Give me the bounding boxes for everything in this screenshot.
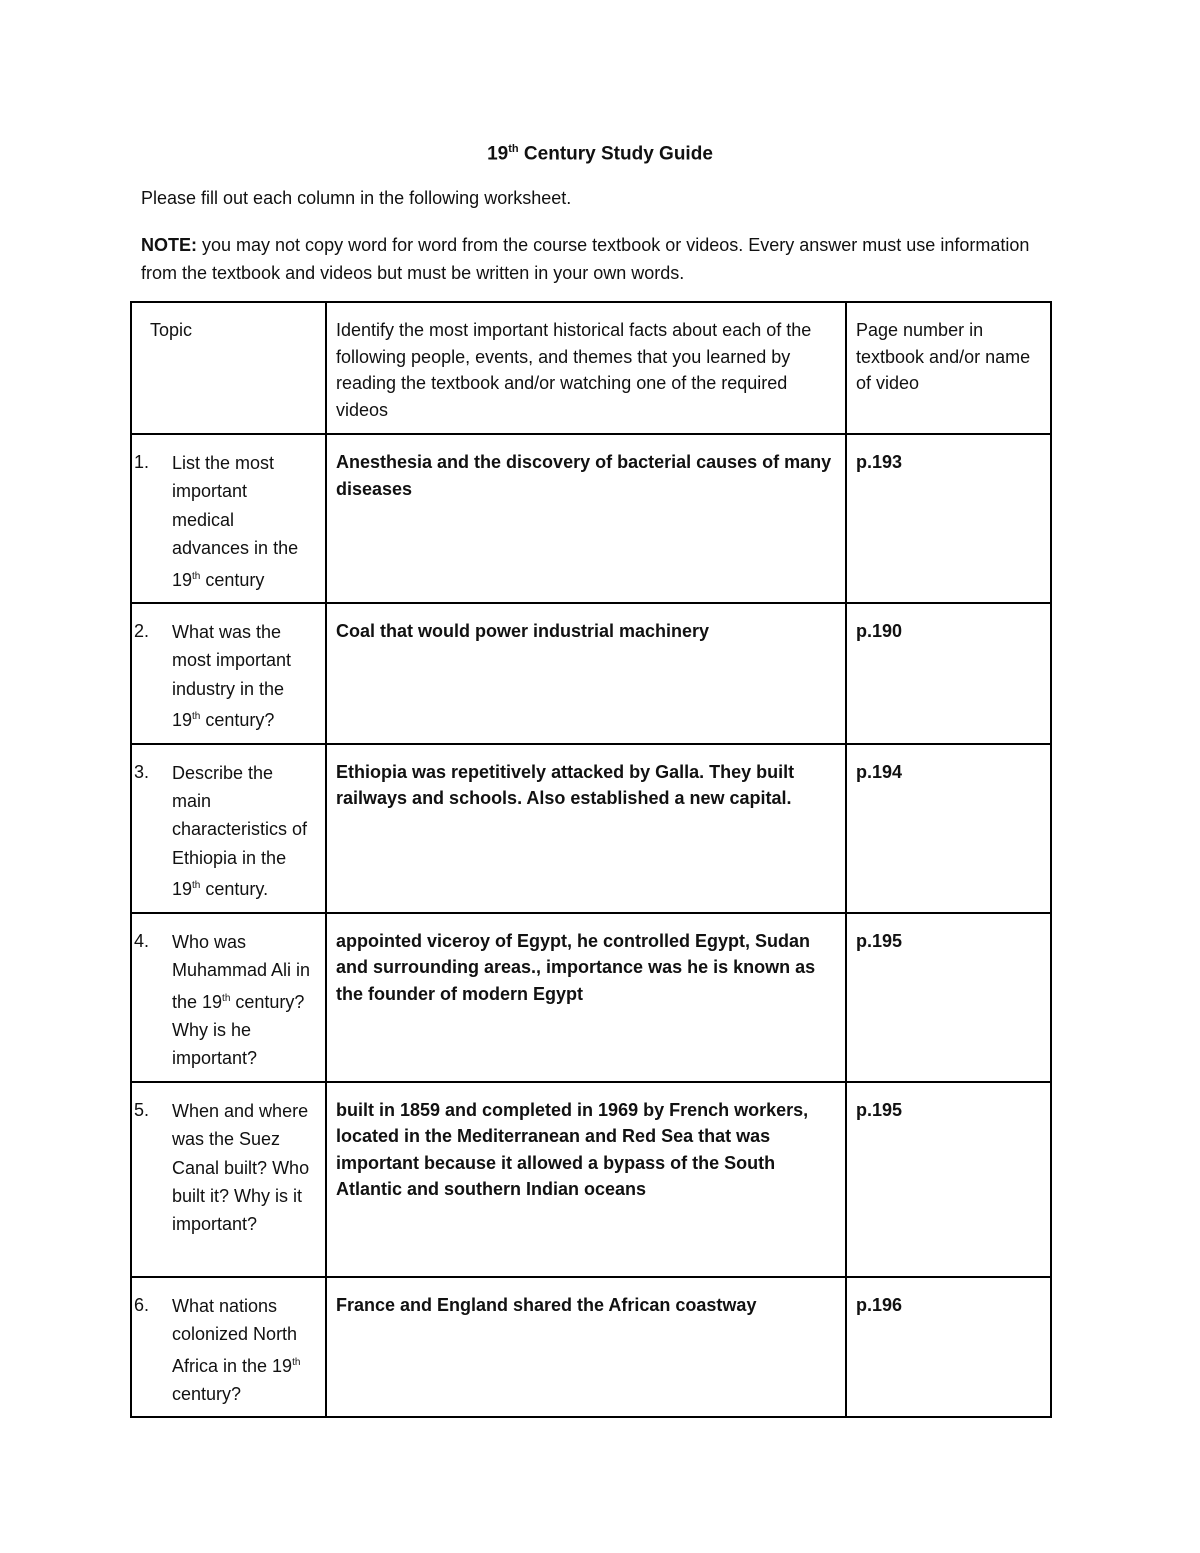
answer-cell[interactable]: Coal that would power industrial machinery <box>326 603 846 744</box>
question-pre: Who was Muhammad Ali in the 19 <box>172 931 311 1012</box>
page-cell[interactable]: p.190 <box>846 603 1051 744</box>
table-row <box>131 434 1051 603</box>
answer-cell[interactable]: Ethiopia was repetitively attacked by Galla. They built railways and schools. Also established a new capital. <box>326 744 846 913</box>
question-sup: th <box>192 711 201 723</box>
page-cell[interactable]: p.193 <box>846 434 1051 603</box>
table-header-row <box>131 302 1051 434</box>
question-sup: th <box>192 880 201 892</box>
question-pre: What was the most important industry in the 19 <box>172 622 292 731</box>
question-pre: Describe the main characteristics of Ethiopia in the 19 <box>172 762 308 900</box>
page-cell[interactable]: p.195 <box>846 913 1051 1082</box>
question-text <box>172 759 312 904</box>
note-label: NOTE: <box>141 235 197 255</box>
title-superscript: th <box>508 143 519 155</box>
question-pre: When and where was the Suez Canal built? Who built it? Why is it important? <box>172 1100 310 1235</box>
question-cell <box>131 1082 326 1277</box>
table-row <box>131 1277 1051 1418</box>
note-text: you may not copy word for word from the course textbook or videos. Every answer must use information from the textbook and videos but must be written in your own words. <box>141 235 1030 283</box>
question-cell <box>131 913 326 1082</box>
row-number: 4. <box>134 930 150 951</box>
row-number: 5. <box>134 1099 150 1120</box>
row-number: 1. <box>134 452 150 472</box>
header-topic <box>131 302 326 434</box>
question-pre: What nations colonized North Africa in the 19 <box>172 1295 298 1376</box>
question-cell <box>131 1277 326 1418</box>
answer-cell[interactable]: built in 1859 and completed in 1969 by French workers, located in the Mediterranean and Red Sea that was important because it allowed a bypass of the South Atlantic and southern Indian oceans <box>326 1082 846 1277</box>
table-row <box>131 1082 1051 1277</box>
question-post: century. <box>200 879 269 900</box>
question-sup: th <box>292 1356 301 1368</box>
question-cell <box>131 744 326 913</box>
page-cell[interactable]: p.195 <box>846 1082 1051 1277</box>
question-post: century <box>200 569 265 590</box>
question-cell <box>131 603 326 744</box>
instructions: Please fill out each column in the following worksheet. <box>141 188 572 208</box>
header-page: Page number in textbook and/or name of video <box>846 302 1051 434</box>
question-post: century? Why is he important? <box>172 991 305 1069</box>
study-guide-table <box>130 301 1052 1418</box>
question-text <box>172 928 312 1073</box>
question-text <box>172 449 312 594</box>
header-topic-label: Topic <box>150 320 193 340</box>
question-sup: th <box>192 570 201 582</box>
page-cell[interactable]: p.196 <box>846 1277 1051 1418</box>
row-number: 2. <box>134 621 150 642</box>
question-pre: List the most important medical advances in the 19 <box>172 453 299 590</box>
answer-cell[interactable]: Anesthesia and the discovery of bacterial causes of many diseases <box>326 434 846 603</box>
page-cell[interactable]: p.194 <box>846 744 1051 913</box>
question-cell <box>131 434 326 603</box>
question-sup: th <box>222 992 231 1004</box>
question-text <box>172 1097 312 1239</box>
table-row <box>131 603 1051 744</box>
page-title <box>0 143 1200 165</box>
row-number: 3. <box>134 761 150 782</box>
title-number: 19 <box>487 143 509 165</box>
title-text: Century Study Guide <box>518 143 713 165</box>
question-text <box>172 618 312 735</box>
answer-cell[interactable]: appointed viceroy of Egypt, he controlled Egypt, Sudan and surrounding areas., importance was he is known as the founder of modern Egypt <box>326 913 846 1082</box>
header-facts: Identify the most important historical facts about each of the following people, events, and themes that you learned by reading the textbook and/or watching one of the required videos <box>326 302 846 434</box>
table-row <box>131 913 1051 1082</box>
note-paragraph <box>141 231 1041 287</box>
table-row <box>131 744 1051 913</box>
question-text <box>172 1292 312 1409</box>
question-post: century? <box>200 710 275 731</box>
question-post: century? <box>172 1383 242 1404</box>
row-number: 6. <box>134 1294 150 1315</box>
answer-cell[interactable]: France and England shared the African coastway <box>326 1277 846 1418</box>
